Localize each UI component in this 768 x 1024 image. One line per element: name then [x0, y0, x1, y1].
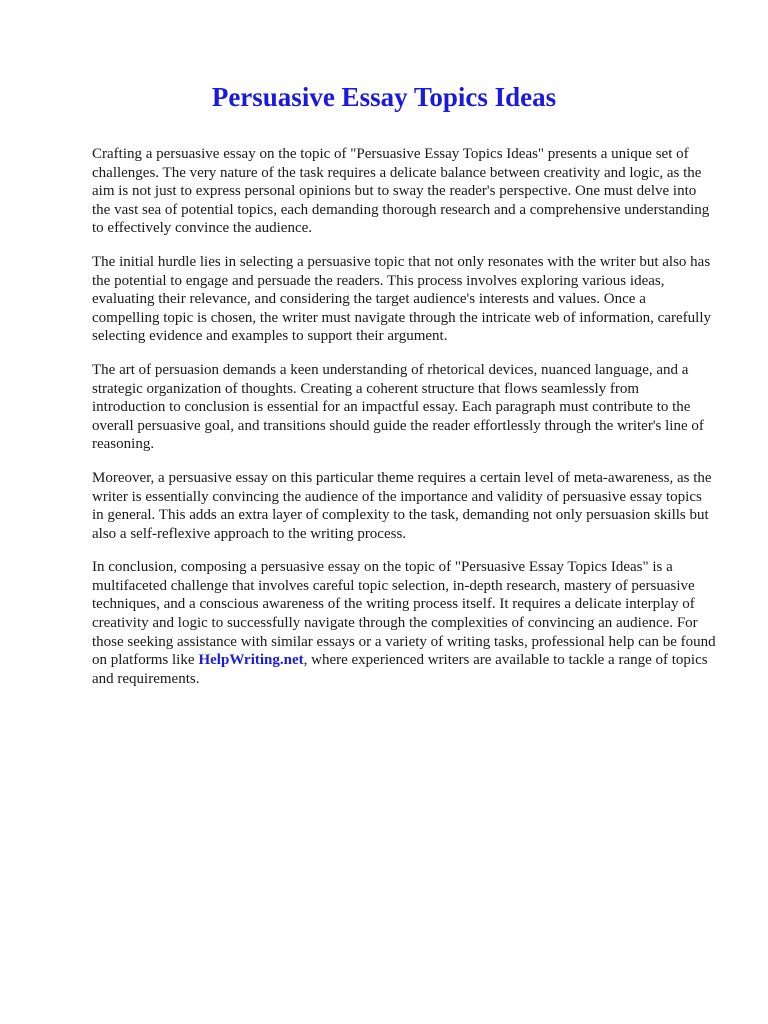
- conclusion-text-after-link: , where experienced writers are available to tackle a range of topics and requirements.: [92, 652, 708, 687]
- paragraph-4: Moreover, a persuasive essay on this particular theme requires a certain level of meta-awareness, as the writer is essentially convincing the audience of the importance and validity of persuasive essay topics in general. This adds an extra layer of complexity to the task, demanding not only persuasion skills but also a self-reflexive approach to the writing process.: [92, 469, 712, 542]
- document-body: [92, 145, 716, 703]
- paragraph-5: [92, 558, 716, 688]
- conclusion-text-before-link: In conclusion, composing a persuasive essay on the topic of "Persuasive Essay Topics Ideas" is a multifaceted challenge that involves careful topic selection, in-depth research, mastery of persuasive techniques, and a conscious awareness of the writing process itself. It requires a delicate interplay of creativity and logic to successfully navigate through the complexities of convincing an audience. For those seeking assistance with similar essays or a variety of writing tasks, professional help can be found on platforms like: [92, 559, 716, 669]
- paragraph-1: Crafting a persuasive essay on the topic of "Persuasive Essay Topics Ideas" presents a unique set of challenges. The very nature of the task requires a delicate balance between creativity and logic, as the aim is not just to express personal opinions but to sway the reader's perspective. One must delve into the vast sea of potential topics, each demanding thorough research and a comprehensive understanding to effectively convince the audience.: [92, 146, 710, 237]
- page-title: Persuasive Essay Topics Ideas: [211, 82, 557, 112]
- helpwriting-link[interactable]: HelpWriting.net: [198, 652, 304, 669]
- paragraph-3: The art of persuasion demands a keen understanding of rhetorical devices, nuanced language, and a strategic organization of thoughts. Creating a coherent structure that flows seamlessly from introduction to conclusion is essential for an impactful essay. Each paragraph must contribute to the overall persuasive goal, and transitions should guide the reader effortlessly through the writer's line of reasoning.: [92, 361, 704, 453]
- paragraph-2: The initial hurdle lies in selecting a persuasive topic that not only resonates with the writer but also has the potential to engage and persuade the readers. This process involves exploring various ideas, evaluating their relevance, and considering the target audience's interests and values. Once a compelling topic is chosen, the writer must navigate through the intricate web of information, carefully selecting evidence and examples to support their argument.: [92, 253, 711, 345]
